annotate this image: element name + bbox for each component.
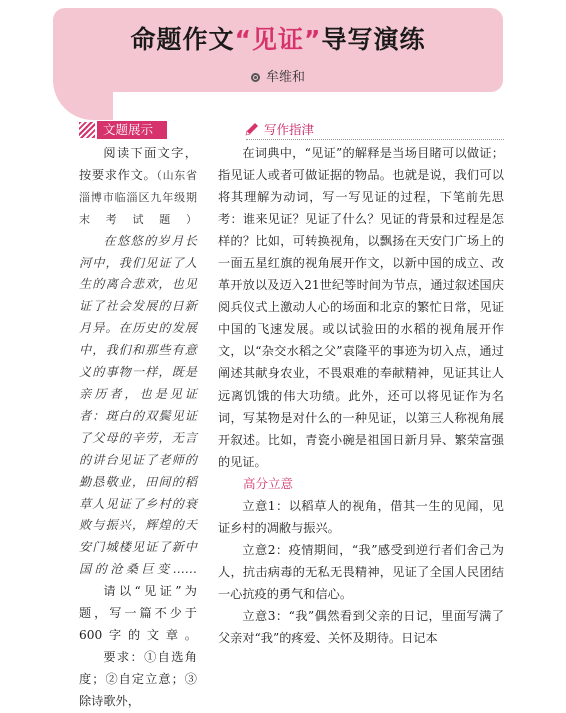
guide-paragraph: 在词典中，“见证”的解释是当场目睹可以做证；指见证人或者可做证据的物品。也就是说，我们可以将其理解为动词，写一写见证的过程，下笔前先思考：谁来见证？见证了什么？见证的背景和过程是怎样的？比如，可转换视角，以飘扬在天安门广场上的一面五星红旗的视角展开作文，以新中国的成立、改革开放以及迈入21世纪等时间为节点，通过叙述国庆阅兵仪式上激动人心的场面和北京的繁忙日常，见证中国的飞速发展。或以试验田的水稻的视角展开作文，以“杂交水稻之父”袁隆平的事迹为切入点，通过阐述其献身农业，不畏艰难的奉献精神，见证其让人远离饥饿的伟大功绩。此外，还可以将见证作为名词，写某物是对什么的一种见证，以第三人称视角展开叙述。比如，青瓷小碗是祖国日新月异、繁荣富强的见证。: [218, 146, 504, 469]
subheading-ideas: 高分立意: [243, 475, 294, 491]
author-name: 牟维和: [265, 70, 305, 85]
section-divider: [246, 139, 504, 140]
title-banner-tab: [53, 80, 113, 120]
idea-2: 立意2：疫情期间，“我”感受到逆行者们舍己为人，抗击病毒的无私无畏精神，见证了全国人民团结一心抗疫的勇气和信心。: [218, 542, 504, 601]
title-highlight: “见证”: [234, 25, 322, 54]
title-post: 导写演练: [321, 25, 426, 54]
prompt-requirements: 要求：①自选角度；②自定立意；③除诗歌外，: [79, 649, 197, 708]
author-line: [53, 66, 503, 85]
idea-1: 立意1：以稻草人的视角，借其一生的见闻，见证乡村的凋敝与振兴。: [218, 498, 504, 535]
stripes-icon: [79, 122, 95, 138]
prompt-column: [79, 143, 197, 713]
author-bullet-icon: [251, 73, 260, 82]
section-header-guide: [244, 120, 314, 138]
page-title: [53, 20, 503, 56]
title-pre: 命题作文: [130, 25, 235, 54]
prompt-intro: 阅读下面文字，按要求作文。（山东省淄博市临淄区九年级期末考试题）: [79, 146, 197, 226]
prompt-task: 请以“见证”为题，写一篇不少于600字的文章。: [79, 584, 197, 642]
pen-icon: [244, 121, 260, 137]
section-header-prompt: [79, 121, 167, 139]
prompt-passage: 在悠悠的岁月长河中，我们见证了人生的离合悲欢，也见证了社会发展的日新月异。在历史的发展中，我们和那些有意义的事物一样，既是亲历者，也是见证者：斑白的双鬓见证了父母的辛劳，无言的讲台见证了老师的勤恳敬业，田间的稻草人见证了乡村的衰败与振兴，辉煌的天安门城楼见证了新中国的沧桑巨变……: [79, 233, 197, 577]
section-label-guide: 写作指津: [264, 122, 315, 137]
guide-column: [218, 142, 504, 649]
section-label-prompt: 文题展示: [97, 121, 167, 139]
idea-3: 立意3：“我”偶然看到父亲的日记，里面写满了父亲对“我”的疼爱、关怀及期待。日记本: [218, 608, 504, 646]
